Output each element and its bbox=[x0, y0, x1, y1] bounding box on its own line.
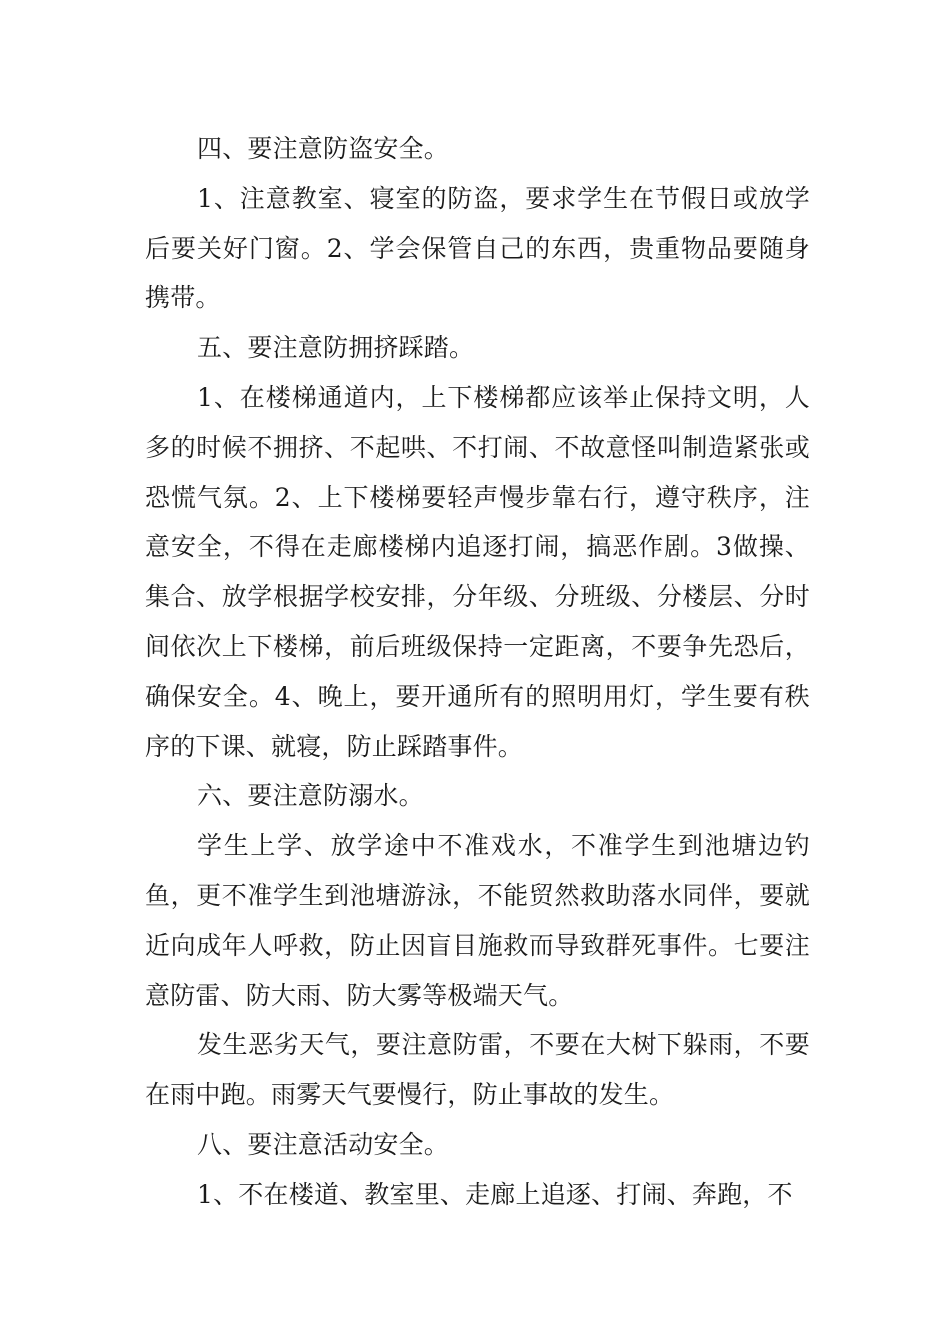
document-body bbox=[145, 124, 810, 1220]
paragraph-drowning: 学生上学、放学途中不准戏水，不准学生到池塘边钓鱼，更不准学生到池塘游泳，不能贸然救助落水同伴，要就近向成年人呼救，防止因盲目施救而导致群死事件。七要注意防雷、防大雨、防大雾等极端天气。 bbox=[145, 831, 810, 1010]
section-heading-drowning: 六、要注意防溺水。 bbox=[197, 781, 424, 811]
paragraph-anti-theft: 1、注意教室、寝室的防盗，要求学生在节假日或放学后要关好门窗。2、学会保管自己的东西，贵重物品要随身携带。 bbox=[145, 183, 810, 313]
paragraph-activity-safety: 1、不在楼道、教室里、走廊上追逐、打闹、奔跑，不 bbox=[197, 1179, 793, 1209]
paragraph-weather: 发生恶劣天气，要注意防雷，不要在大树下躲雨，不要在雨中跑。雨雾天气要慢行，防止事故的发生。 bbox=[145, 1030, 810, 1110]
section-heading-anti-theft: 四、要注意防盗安全。 bbox=[197, 134, 450, 163]
section-heading-crowd-safety: 五、要注意防拥挤踩踏。 bbox=[197, 333, 475, 363]
paragraph-crowd-safety: 1、在楼梯通道内，上下楼梯都应该举止保持文明，人多的时候不拥挤、不起哄、不打闹、不故意怪叫制造紧张或恐慌气氛。2、上下楼梯要轻声慢步靠右行，遵守秩序，注意安全，不得在走廊楼梯内追逐打闹，搞恶作剧。3做操、集合、放学根据学校安排，分年级、分班级、分楼层、分时间依次上下楼梯，前后班级保持一定距离，不要争先恐后，确保安全。4、晚上，要开通所有的照明用灯，学生要有秩序的下课、就寝，防止踩踏事件。 bbox=[145, 382, 810, 761]
section-heading-activity-safety: 八、要注意活动安全。 bbox=[197, 1129, 450, 1159]
